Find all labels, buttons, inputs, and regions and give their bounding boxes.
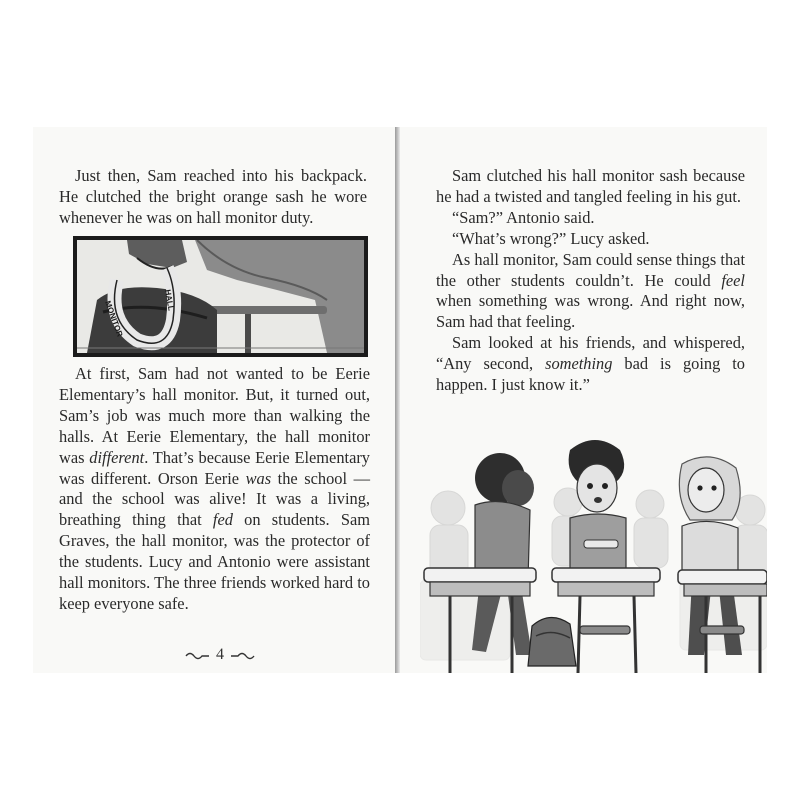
left-text-block-1	[59, 166, 367, 229]
left-paragraph-1: Just then, Sam reached into his backpack. He clutched the bright orange sash he wore whenever he was on hall monitor duty.	[59, 166, 367, 227]
text-run: As hall monitor, Sam could sense things that the other students couldn’t. He could	[436, 249, 745, 290]
left-paragraph-2	[59, 364, 370, 615]
italic-run: feel	[721, 270, 745, 290]
right-paragraph-4	[436, 250, 745, 334]
italic-run: was	[245, 468, 272, 488]
right-paragraph-1: Sam clutched his hall monitor sash because he had a twisted and tangled feeling in his gut.	[436, 166, 745, 206]
italic-run: fed	[212, 510, 233, 530]
right-paragraph-2: “Sam?” Antonio said.	[452, 207, 595, 227]
text-run: Sam looked at his friends, and whispered, “Any second,	[436, 333, 745, 374]
right-paragraph-5	[436, 333, 745, 396]
right-text-block	[436, 166, 745, 396]
text-run: At first, Sam had not wanted to be Eerie Elementary’s hall monitor. But, it turned out, Sam’s job was much more than walking the halls. At Eerie Elementary, the hall monitor was	[59, 364, 370, 467]
page-number	[170, 645, 270, 665]
page-number-text: 4	[216, 646, 224, 663]
book-gutter	[395, 127, 400, 673]
right-paragraph-3: “What’s wrong?” Lucy asked.	[452, 228, 650, 248]
flourish-left-icon	[184, 650, 210, 660]
sash-label-monitor: MONITOR	[103, 299, 125, 339]
flourish-right-icon	[230, 650, 256, 660]
text-run: on students. Sam Graves, the hall monitor, was the protector of the students. Lucy and Antonio were assistant hall monitors. The three friends worked hard to keep everyone safe.	[59, 510, 370, 613]
sash-label-hall: HALL	[163, 288, 176, 312]
italic-run: different	[89, 447, 145, 467]
classroom-illustration	[420, 430, 767, 673]
text-run: when something was wrong. And right now, Sam had that feeling.	[436, 291, 745, 332]
italic-run: something	[545, 354, 613, 374]
text-run: the school — and the school was alive! It was a living, breathing thing that	[59, 468, 370, 530]
backpack-sash-illustration	[73, 236, 368, 357]
text-run: . That’s because Eerie Elementary was different. Orson Eerie	[59, 447, 370, 488]
text-run: bad is going to happen. I just know it.”	[436, 354, 746, 395]
left-text-block-2	[59, 364, 370, 615]
